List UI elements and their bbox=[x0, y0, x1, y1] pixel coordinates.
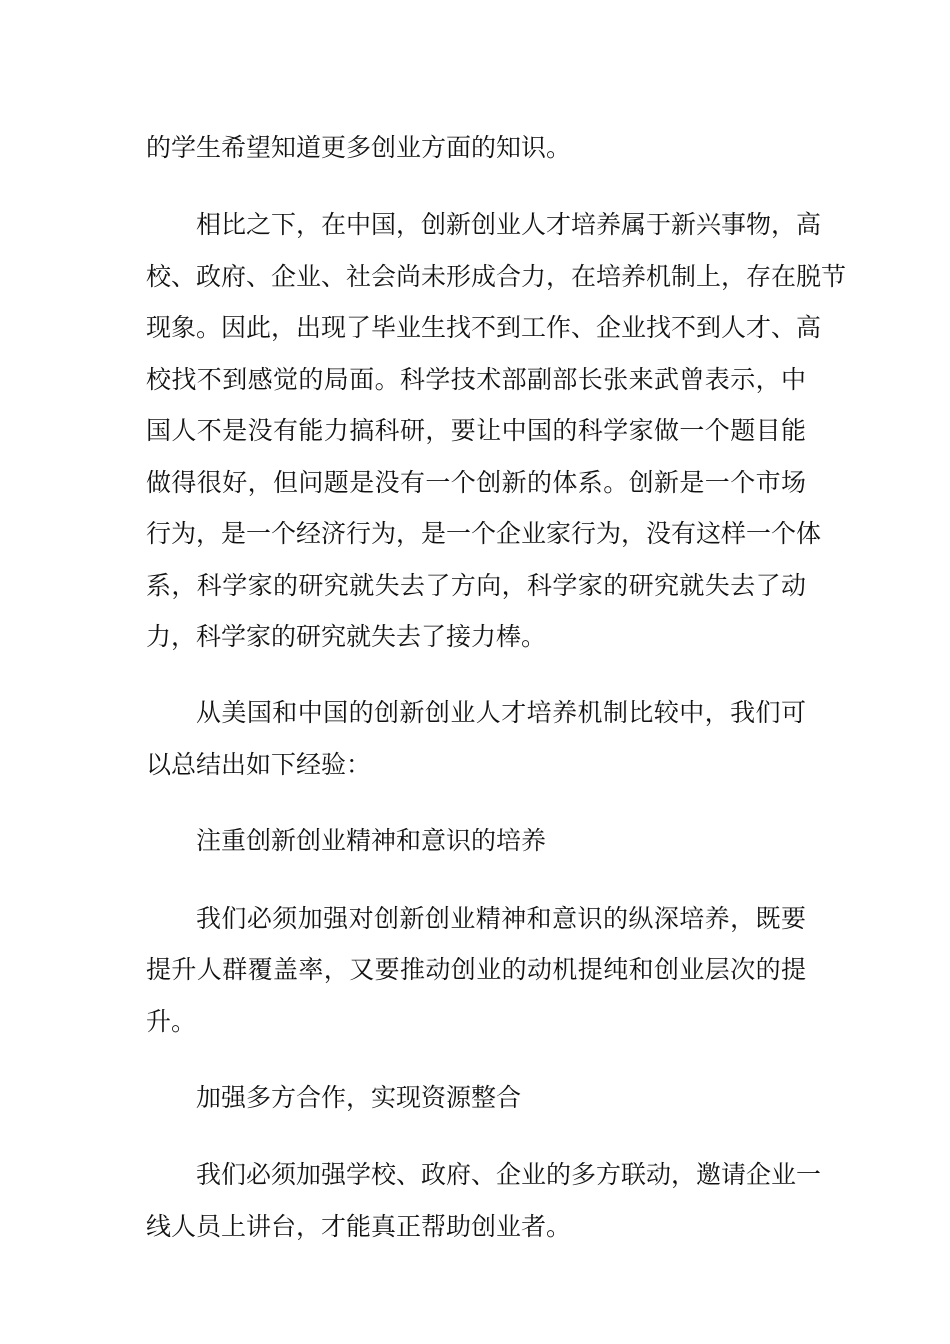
paragraph-line: 从美国和中国的创新创业人才培养机制比较中，我们可 bbox=[196, 698, 806, 727]
paragraph-line: 我们必须加强学校、政府、企业的多方联动，邀请企业一 bbox=[196, 1160, 822, 1189]
paragraph-line: 国人不是没有能力搞科研，要让中国的科学家做一个题目能 bbox=[146, 416, 806, 445]
paragraph-line: 系，科学家的研究就失去了方向，科学家的研究就失去了动 bbox=[146, 571, 806, 600]
paragraph-line: 提升人群覆盖率，又要推动创业的动机提纯和创业层次的提 bbox=[146, 955, 806, 984]
paragraph-line: 现象。因此，出现了毕业生找不到工作、企业找不到人才、高 bbox=[146, 313, 822, 342]
paragraph-line: 的学生希望知道更多创业方面的知识。 bbox=[146, 133, 572, 162]
paragraph-line: 行为，是一个经济行为，是一个企业家行为，没有这样一个体 bbox=[146, 519, 822, 548]
paragraph-line: 校找不到感觉的局面。科学技术部副部长张来武曾表示，中 bbox=[146, 365, 806, 394]
paragraph-line: 做得很好，但问题是没有一个创新的体系。创新是一个市场 bbox=[146, 468, 806, 497]
paragraph-line: 校、政府、企业、社会尚未形成合力，在培养机制上，存在脱节 bbox=[146, 262, 847, 291]
section-heading: 加强多方合作，实现资源整合 bbox=[196, 1083, 522, 1112]
paragraph-line: 相比之下，在中国，创新创业人才培养属于新兴事物，高 bbox=[196, 210, 822, 239]
paragraph-line: 力，科学家的研究就失去了接力棒。 bbox=[146, 622, 547, 651]
paragraph-line: 以总结出如下经验： bbox=[146, 750, 372, 779]
section-heading: 注重创新创业精神和意识的培养 bbox=[196, 826, 547, 855]
paragraph-line: 线人员上讲台，才能真正帮助创业者。 bbox=[146, 1212, 572, 1241]
paragraph-line: 升。 bbox=[146, 1007, 197, 1036]
paragraph-line: 我们必须加强对创新创业精神和意识的纵深培养，既要 bbox=[196, 904, 806, 933]
